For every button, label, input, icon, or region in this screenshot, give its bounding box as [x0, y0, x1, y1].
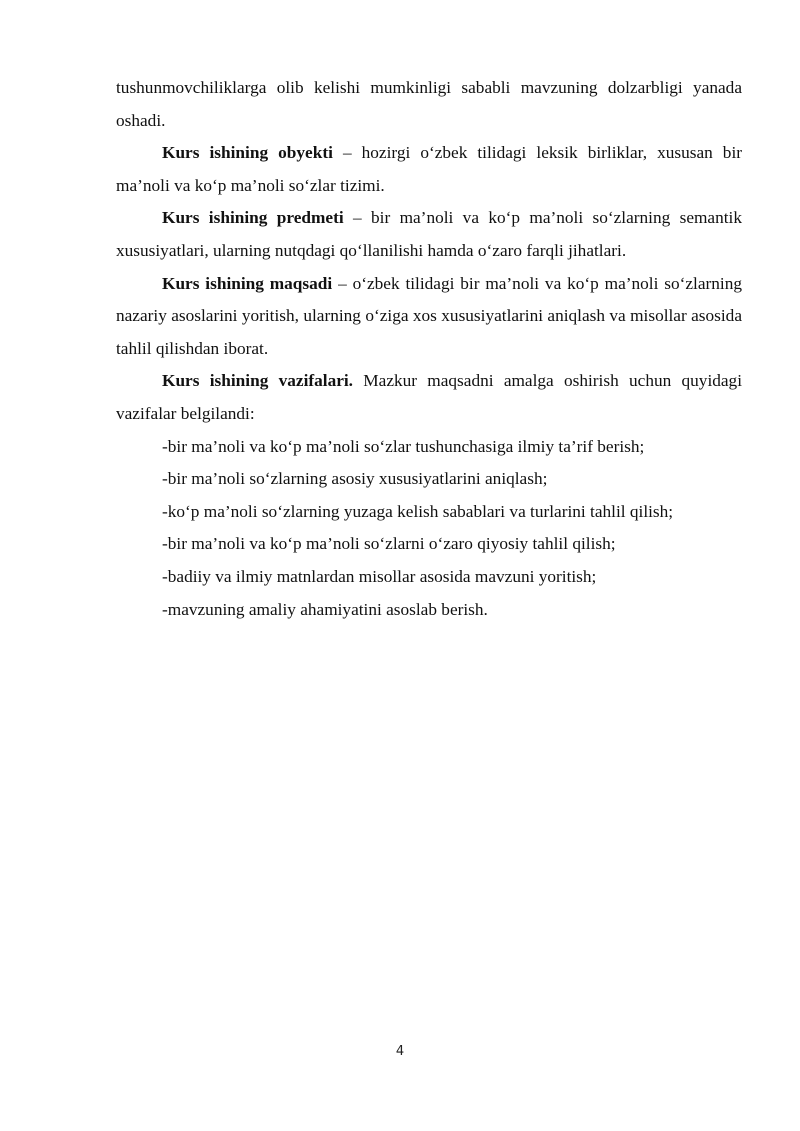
object-label: Kurs ishining obyekti [162, 143, 333, 163]
subject-text: – bir ma’noli va ko‘p ma’noli so‘zlarning semantik xususiyatlari, ularning nutqdagi qo‘llanilishi hamda o‘zaro farqli jihatlari. [116, 208, 742, 260]
list-item: -bir ma’noli va ko‘p ma’noli so‘zlarni o‘zaro qiyosiy tahlil qilish; [162, 534, 616, 554]
object-text: – hozirgi o‘zbek tilidagi leksik birliklar, xususan bir ma’noli va ko‘p ma’noli so‘zlar tizimi. [116, 143, 742, 195]
tasks-label: Kurs ishining vazifalari. [162, 371, 353, 391]
subject-label: Kurs ishining predmeti [162, 208, 344, 228]
list-item: -bir ma’noli so‘zlarning asosiy xususiyatlarini aniqlash; [162, 469, 548, 489]
list-item: -bir ma’noli va ko‘p ma’noli so‘zlar tushunchasiga ilmiy ta’rif berish; [162, 436, 645, 456]
list-item: -badiiy va ilmiy matnlardan misollar asosida mavzuni yoritish; [162, 566, 597, 586]
tasks-text: Mazkur maqsadni amalga oshirish uchun quyidagi vazifalar belgilandi: [116, 371, 742, 423]
goal-text: – o‘zbek tilidagi bir ma’noli va ko‘p ma’noli so‘zlarning nazariy asoslarini yoritish, ularning o‘ziga xos xususiyatlarini aniqlash va misollar asosida tahlil qilishdan iborat. [116, 273, 742, 358]
goal-paragraph [116, 268, 742, 366]
tasks-list [116, 431, 742, 627]
list-item: -ko‘p ma’noli so‘zlarning yuzaga kelish sabablari va turlarini tahlil qilish; [162, 501, 674, 521]
goal-label: Kurs ishining maqsadi [162, 273, 333, 293]
subject-paragraph [116, 202, 742, 267]
list-item: -mavzuning amaliy ahamiyatini asoslab berish. [162, 599, 488, 619]
object-paragraph [116, 137, 742, 202]
page-number: 4 [395, 1044, 405, 1059]
page-body [116, 72, 742, 626]
intro-continuation-text: tushunmovchiliklarga olib kelishi mumkinligi sababli mavzuning dolzarbligi yanada oshadi. [116, 78, 742, 130]
intro-continuation-paragraph [116, 72, 742, 137]
tasks-paragraph [116, 365, 742, 430]
